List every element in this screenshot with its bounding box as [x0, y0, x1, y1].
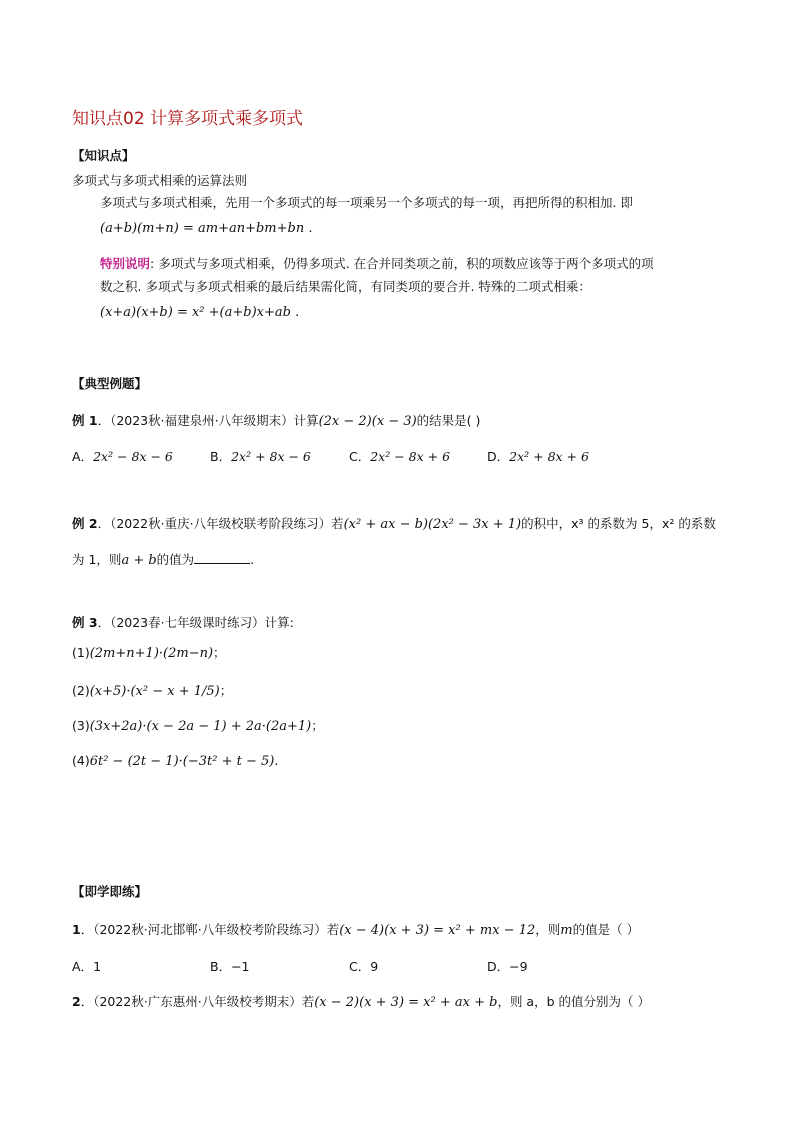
practice-2	[72, 992, 650, 1010]
practice-1-tail: ，则	[535, 922, 561, 937]
rule-title	[72, 171, 247, 189]
option-key: D．	[487, 959, 510, 974]
practice-2-expr: (x − 2)(x + 3) = x² + ax + b	[314, 995, 498, 1010]
item-expr: 6t² − (2t − 1)·(−3t² + t − 5)	[89, 754, 275, 769]
option-value: 2x² − 8x − 6	[93, 449, 173, 464]
practice-1-option-b[interactable]	[210, 957, 250, 975]
rule-title-text: 多项式与多项式相乘的运算法则	[72, 173, 248, 188]
example-2-label: 例 2	[72, 516, 98, 531]
option-value: 9	[370, 959, 379, 974]
practice-2-tail: ，则 a，b 的值分别为（ ）	[497, 994, 650, 1009]
example-1-tail: 的结果是( )	[416, 413, 481, 428]
practice-2-label: 2	[72, 994, 81, 1009]
practice-1-tail2: 的值是（ ）	[572, 922, 640, 937]
example-1-option-d[interactable]	[487, 447, 589, 465]
example-1-expr: (2x − 2)(x − 3)	[318, 414, 417, 429]
example-1-option-c[interactable]	[349, 447, 450, 465]
item-end: .	[274, 753, 279, 768]
option-key: C．	[349, 449, 371, 464]
option-value: −1	[231, 959, 250, 974]
practice-1-text: ．（2022秋·河北邯郸·八年级校考阶段练习）若	[80, 922, 340, 937]
special-note-line2: 数之积. 多项式与多项式相乘的最后结果需化简，有同类项的要合并. 特殊的二项式相乘：	[100, 279, 591, 294]
option-key: A．	[72, 959, 94, 974]
example-2-line2-b: 的值为	[156, 552, 195, 567]
practice-1-option-c[interactable]	[349, 957, 378, 975]
item-end: ；	[311, 718, 324, 733]
special-note-text1: : 多项式与多项式相乘，仍得多项式. 在合并同类项之前，积的项数应该等于两个多项式的项	[150, 256, 654, 271]
example-2-expr: (x² + ax − b)(2x² − 3x + 1)	[343, 517, 522, 532]
example-2-line2-expr: a + b	[121, 553, 157, 568]
option-key: B．	[210, 959, 232, 974]
example-1-label: 例 1	[72, 413, 98, 428]
practice-1-label: 1	[72, 922, 81, 937]
example-3	[72, 613, 294, 631]
example-2-line1	[72, 514, 716, 532]
practice-1-option-d[interactable]	[487, 957, 528, 975]
example-2-line2	[72, 550, 254, 568]
item-expr: (x+5)·(x² − x + 1/5)	[89, 684, 220, 699]
knowledge-header: 【知识点】	[72, 148, 135, 163]
special-formula: (x+a)(x+b) = x² +(a+b)x+ab .	[100, 305, 300, 320]
special-note-line1	[100, 254, 654, 272]
item-end: ；	[213, 645, 226, 660]
rule-formula: (a+b)(m+n) = am+an+bm+bn .	[100, 221, 313, 236]
example-1-option-b[interactable]	[210, 447, 311, 465]
item-number: (1)	[72, 645, 90, 660]
example-2-tail: 的积中，	[521, 516, 572, 531]
option-value: 2x² − 8x + 6	[370, 449, 451, 464]
example-2-line2-c: .	[250, 552, 255, 567]
option-key: B．	[210, 449, 232, 464]
example-3-text: ．（2023春·七年级课时练习）计算:	[97, 615, 294, 630]
example-3-item-4	[72, 753, 278, 769]
example-2-tail2: x³ 的系数为 5，x² 的系数	[571, 516, 716, 531]
option-value: 2x² + 8x − 6	[231, 449, 311, 464]
examples-header: 【典型例题】	[72, 376, 148, 391]
item-expr: (2m+n+1)·(2m−n)	[89, 646, 214, 661]
option-key: C．	[349, 959, 371, 974]
option-key: D．	[487, 449, 510, 464]
example-3-item-3	[72, 716, 324, 734]
special-note-label: 特别说明	[100, 256, 151, 271]
example-2-line2-a: 为 1，则	[72, 552, 122, 567]
option-value: −9	[509, 959, 528, 974]
option-value: 1	[93, 959, 102, 974]
example-3-item-2	[72, 681, 232, 699]
practice-1-option-a[interactable]	[72, 957, 101, 975]
example-1-option-a[interactable]	[72, 447, 173, 465]
item-end: ；	[219, 683, 233, 698]
item-expr: (3x+2a)·(x − 2a − 1) + 2a·(2a+1)	[89, 719, 312, 734]
item-number: (4)	[72, 753, 90, 768]
example-3-label: 例 3	[72, 615, 98, 630]
rule-text: 多项式与多项式相乘，先用一个多项式的每一项乘另一个多项式的每一项，再把所得的积相加. 即	[100, 195, 633, 210]
option-value: 2x² + 8x + 6	[509, 449, 589, 464]
practice-header: 【即学即练】	[72, 884, 148, 899]
example-1	[72, 411, 480, 429]
practice-1-expr: (x − 4)(x + 3) = x² + mx − 12	[339, 923, 536, 938]
option-key: A．	[72, 449, 94, 464]
answer-blank[interactable]	[194, 551, 250, 564]
item-number: (3)	[72, 718, 90, 733]
example-2-text: ．（2022秋·重庆·八年级校联考阶段练习）若	[97, 516, 344, 531]
example-3-item-1	[72, 643, 226, 661]
page-title: 知识点02 计算多项式乘多项式	[72, 109, 304, 129]
example-1-text: ．（2023秋·福建泉州·八年级期末）计算	[97, 413, 319, 428]
item-number: (2)	[72, 683, 90, 698]
practice-2-text: ．（2022秋·广东惠州·八年级校考期末）若	[80, 994, 315, 1009]
practice-1	[72, 920, 639, 938]
practice-1-var: m	[560, 923, 573, 938]
